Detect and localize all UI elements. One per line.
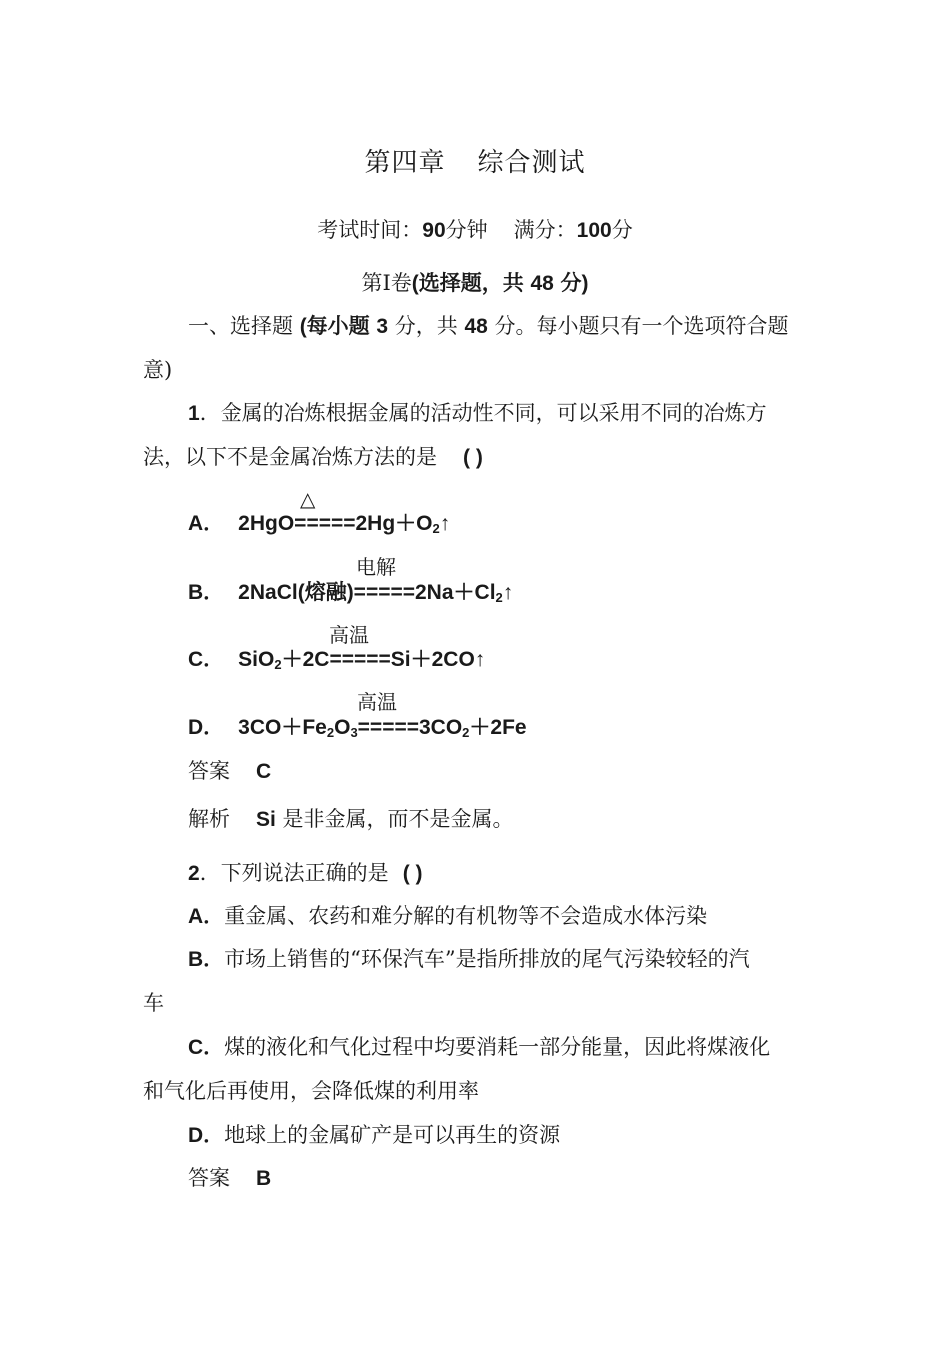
question-2-stem: 2．下列说法正确的是 ( ) — [188, 861, 423, 885]
page-title — [0, 146, 950, 180]
question-number: 2 — [188, 862, 200, 885]
answer-blank: ( ) — [463, 446, 483, 469]
question-2-option-c: C．煤的液化和气化过程中均要消耗一部分能量，因此将煤液化 — [188, 1035, 771, 1059]
question-number: 1 — [188, 402, 200, 425]
part-instructions-cont: 意) — [143, 358, 173, 382]
exam-info: 考试时间：90分钟 满分：100分 — [317, 218, 633, 242]
question-1-option-b: B． 2NaCl(熔融)$=====2Na+Cl_2↑$ — [188, 581, 514, 605]
question-1-analysis: 解析 Si 是非金属，而不是金属。 — [188, 807, 514, 831]
volume-heading: 第Ⅰ卷(选择题，共 48 分) — [361, 271, 589, 295]
reaction-condition: △ — [300, 487, 316, 511]
part-instructions: 一、选择题 (每小题 3 分，共 48 分。每小题只有一个选项符合题 — [188, 314, 789, 338]
question-1-answer: 答案 C — [188, 759, 272, 783]
question-1-stem-cont: 法，以下不是金属冶炼方法的是 ( ) — [143, 445, 483, 469]
question-1-option-c: C． SiO$_2$＋2C=====Si＋2CO↑ — [188, 648, 486, 672]
question-2-option-a: A．重金属、农药和难分解的有机物等不会造成水体污染 — [188, 904, 708, 928]
chemical-equation: $3CO+Fe_2O_3=====3CO_2+2Fe$ — [238, 716, 527, 740]
question-2-answer: 答案 B — [188, 1166, 272, 1190]
test-title: 综合测试 — [477, 148, 586, 178]
chapter-label: 第四章 — [364, 148, 446, 178]
question-1-option-a: A． $2HgO=====2Hg+O_2↑$ — [188, 512, 451, 536]
question-2-option-c-cont: 和气化后再使用，会降低煤的利用率 — [143, 1079, 479, 1103]
chemical-equation: 2NaCl(熔融)$=====2Na+Cl_2↑$ — [238, 581, 514, 605]
reaction-condition: 高温 — [329, 623, 369, 647]
answer-blank: ( ) — [402, 862, 423, 885]
question-1-option-d: D． $3CO+Fe_2O_3=====3CO_2+2Fe$ — [188, 716, 527, 740]
chemical-equation: SiO$_2$＋2C=====Si＋2CO↑ — [238, 648, 486, 672]
reaction-condition: 高温 — [357, 690, 397, 714]
question-1-stem: 1．金属的冶炼根据金属的活动性不同，可以采用不同的冶炼方 — [188, 401, 767, 425]
question-2-option-b: B．市场上销售的“环保汽车”是指所排放的尾气污染较轻的汽 — [188, 947, 750, 971]
question-2-option-d: D．地球上的金属矿产是可以再生的资源 — [188, 1123, 561, 1147]
reaction-condition: 电解 — [356, 555, 396, 579]
question-2-option-b-cont: 车 — [143, 991, 164, 1015]
chemical-equation: $2HgO=====2Hg+O_2↑$ — [238, 512, 451, 536]
